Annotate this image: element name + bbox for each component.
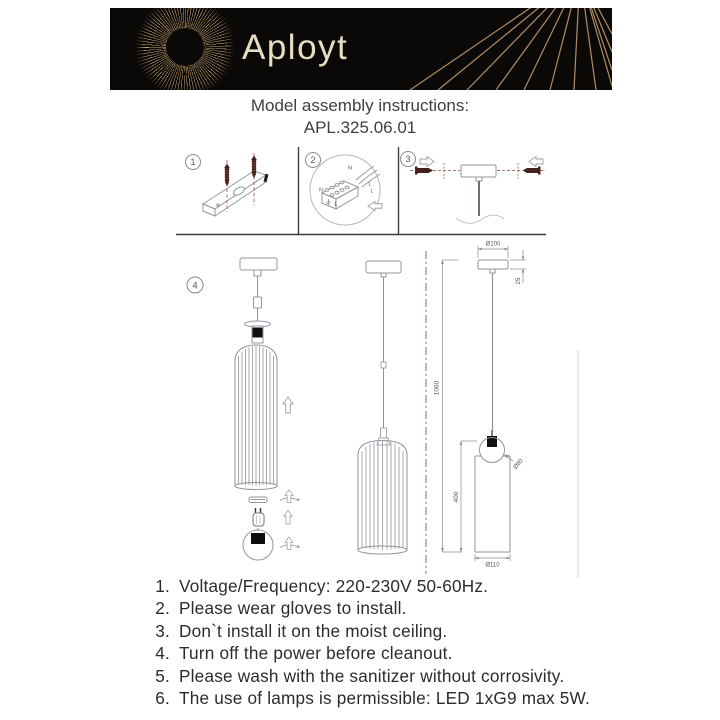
strain-relief — [381, 428, 387, 438]
retaining-ring — [249, 497, 267, 503]
item-text: The use of lamps is permissible: LED 1xG9 max 5W. — [179, 688, 590, 709]
step3-number: 3 — [405, 154, 411, 165]
instruction-list — [0, 575, 720, 709]
socket-black-band — [253, 328, 263, 338]
item-number: 2. — [155, 598, 170, 619]
step4-number: 4 — [192, 280, 198, 292]
shade-neck — [377, 438, 390, 445]
cord-grip — [381, 273, 386, 277]
item-number: 6. — [155, 688, 170, 709]
dim-label-ball-diameter: Ø80 — [512, 458, 525, 471]
cord-grip — [254, 270, 261, 276]
item-text: Please wash with the sanitizer without corrosivity. — [179, 665, 565, 686]
dim-overall-height — [441, 260, 462, 552]
wire-joiner — [381, 362, 386, 368]
cable-wave — [456, 215, 504, 223]
dim-label-shade-height: 400 — [453, 491, 460, 503]
step3-panel — [401, 152, 547, 224]
screw-on-arrow-icon — [281, 490, 301, 503]
dim-shade-diameter — [475, 554, 510, 561]
item-text: Turn off the power before cleanout. — [179, 643, 453, 664]
step1-number: 1 — [190, 157, 196, 168]
ceiling-canopy — [240, 258, 277, 270]
item-number: 1. — [155, 576, 170, 596]
step2-panel — [306, 153, 383, 226]
step1-panel — [186, 153, 269, 216]
item-number: 4. — [155, 643, 170, 664]
dim-shade-height — [460, 441, 477, 552]
step2-number: 2 — [310, 155, 316, 166]
item-text: Voltage/Frequency: 220-230V 50-60Hz. — [179, 576, 489, 596]
instructions-title: Model assembly instructions: — [250, 96, 470, 115]
list-item — [0, 642, 720, 664]
canopy-drawing — [461, 165, 496, 181]
push-left-arrow-icon — [368, 202, 382, 211]
fluted-shade-assembled — [358, 441, 407, 555]
wire-label-l2: L — [370, 188, 374, 195]
item-text: Don`t install it on the moist ceiling. — [179, 620, 448, 641]
fluted-shade-exploded — [235, 345, 277, 490]
block-label-l: L — [334, 201, 338, 208]
list-item — [0, 687, 720, 709]
dim-label-overall-height: 1060 — [433, 380, 441, 396]
block-label-n: N — [319, 187, 323, 194]
item-number: 3. — [155, 620, 170, 641]
list-item — [0, 575, 720, 597]
dim-label-canopy-diameter: Ø100 — [485, 241, 501, 248]
slide-up-arrow-icon — [283, 397, 293, 413]
cord-grip — [490, 269, 495, 273]
insert-up-arrow-icon — [284, 510, 293, 524]
dim-canopy-diameter — [478, 246, 508, 258]
push-right-arrow-icon — [420, 157, 434, 167]
wire-label-l: L — [368, 181, 372, 188]
item-text: Please wear gloves to install. — [179, 598, 407, 619]
model-code: APL.325.06.01 — [303, 118, 417, 137]
list-item — [0, 620, 720, 642]
list-item — [0, 665, 720, 687]
ceiling-canopy — [478, 260, 508, 269]
dim-label-canopy-height: 25 — [516, 277, 522, 285]
screw-on-arrow-icon — [281, 537, 301, 550]
screw-icon — [224, 164, 230, 187]
mounting-bracket-drawing — [203, 171, 266, 216]
ceiling-canopy — [366, 261, 401, 273]
brand-logotype: Aployt — [242, 28, 349, 67]
item-number: 5. — [155, 665, 170, 686]
wire-connector — [254, 297, 262, 308]
glass-ball-diffuser — [243, 528, 273, 560]
shade-section — [475, 456, 510, 552]
dim-label-shade-diameter: Ø110 — [485, 562, 500, 569]
push-left-arrow-icon — [529, 157, 543, 167]
list-item — [0, 597, 720, 619]
assembled-pendant-view — [358, 251, 426, 574]
wire-label-n: N — [348, 165, 352, 172]
step4-exploded-view — [187, 258, 301, 560]
g9-bulb-icon — [253, 508, 264, 526]
dimensioned-view — [434, 242, 527, 569]
terminal-block-drawing — [322, 181, 358, 209]
